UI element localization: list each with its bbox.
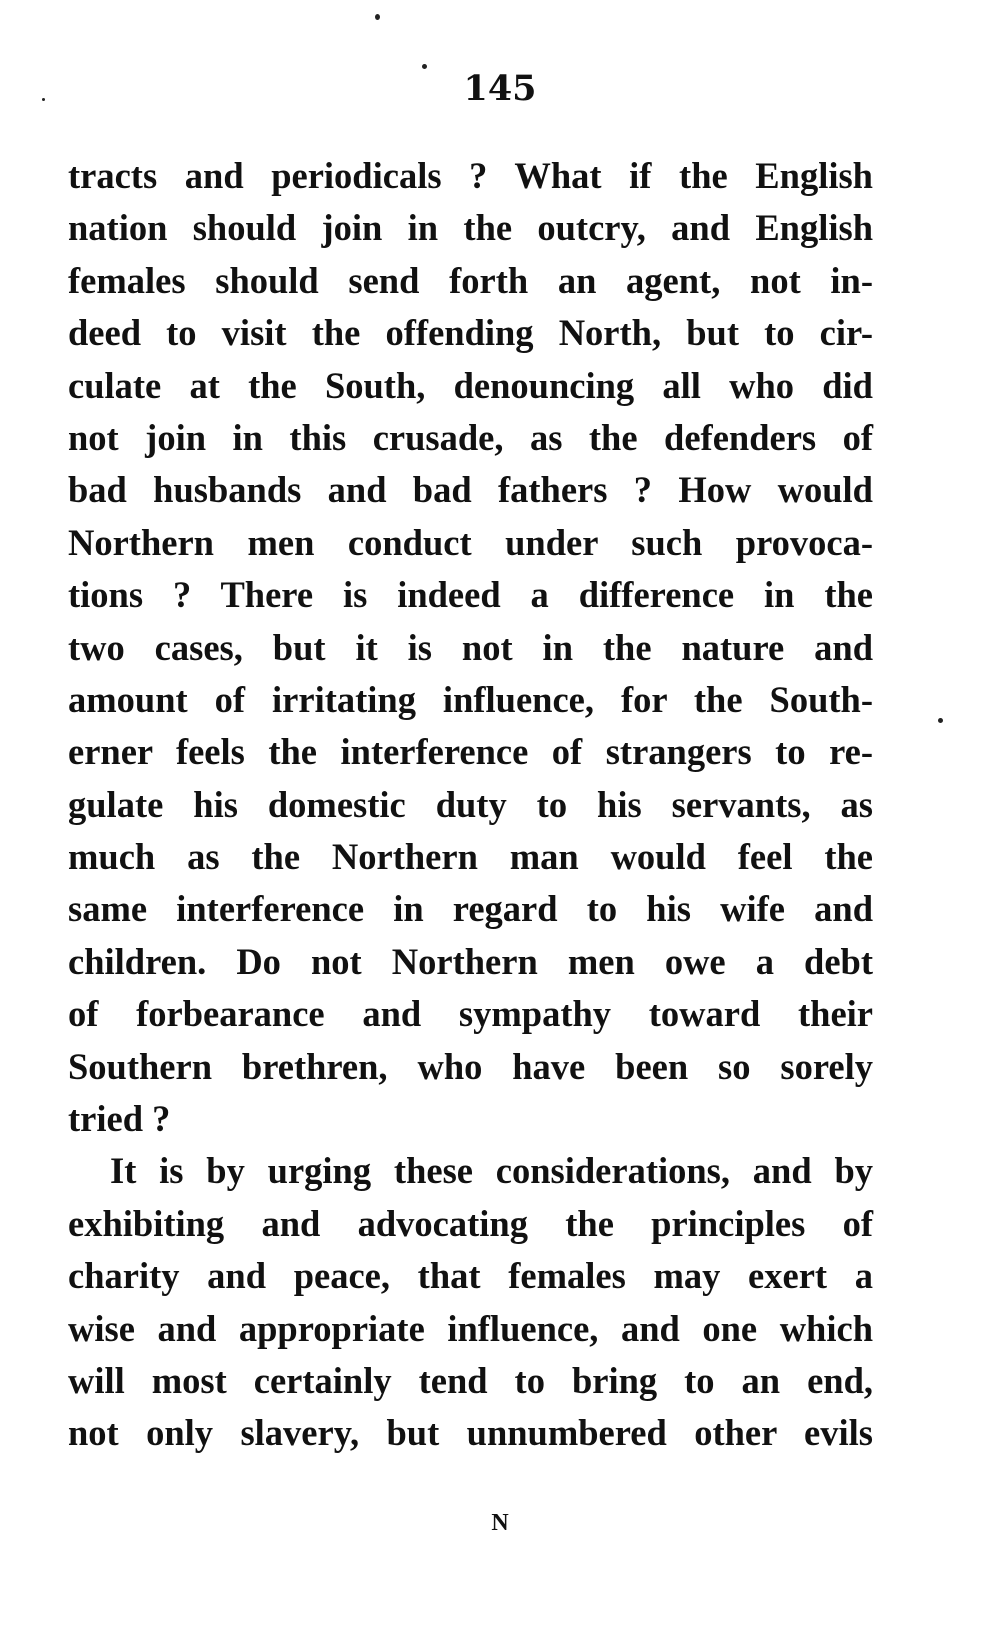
text-line: deed to visit the offending North, but to cir- [68, 312, 873, 354]
text-line: same interference in regard to his wife and [68, 888, 873, 930]
text-line: amount of irritating influence, for the South- [68, 678, 873, 720]
text-line: charity and peace, that females may exert a [68, 1255, 873, 1297]
text-line: females should send forth an agent, not in- [68, 259, 873, 301]
text-line: tions ? There is indeed a difference in the [68, 574, 873, 616]
text-line: tried ? [68, 1098, 171, 1140]
text-line: It is by urging these considerations, and by [110, 1150, 873, 1192]
text-line: tracts and periodicals ? What if the English [68, 155, 873, 196]
text-line: Southern brethren, who have been so sorely [68, 1045, 873, 1087]
signature-mark: N [491, 1510, 509, 1536]
text-line: much as the Northern man would feel the [68, 836, 873, 878]
text-line: Northern men conduct under such provoca- [68, 521, 873, 563]
paragraph [68, 150, 873, 1145]
text-line: erner feels the interference of strangers to re- [68, 731, 873, 773]
paragraph [68, 1145, 873, 1459]
text-line: nation should join in the outcry, and English [68, 207, 873, 249]
page-number: 145 [463, 68, 537, 109]
text-line: gulate his domestic duty to his servants, as [68, 783, 873, 825]
text-line: not only slavery, but unnumbered other evils [68, 1412, 873, 1454]
text-line: culate at the South, denouncing all who did [68, 364, 873, 406]
text-line: wise and appropriate influence, and one which [68, 1307, 873, 1349]
body-text [68, 150, 873, 1460]
scan-speck [938, 718, 943, 723]
text-line: will most certainly tend to bring to an end, [68, 1359, 873, 1401]
text-line: exhibiting and advocating the principles of [68, 1202, 873, 1244]
scan-speck [375, 14, 380, 20]
text-line: bad husbands and bad fathers ? How would [68, 469, 873, 511]
text-line: children. Do not Northern men owe a debt [68, 940, 873, 982]
text-line: of forbearance and sympathy toward their [68, 993, 873, 1035]
text-line: not join in this crusade, as the defenders of [68, 416, 873, 458]
text-line: two cases, but it is not in the nature and [68, 626, 873, 668]
